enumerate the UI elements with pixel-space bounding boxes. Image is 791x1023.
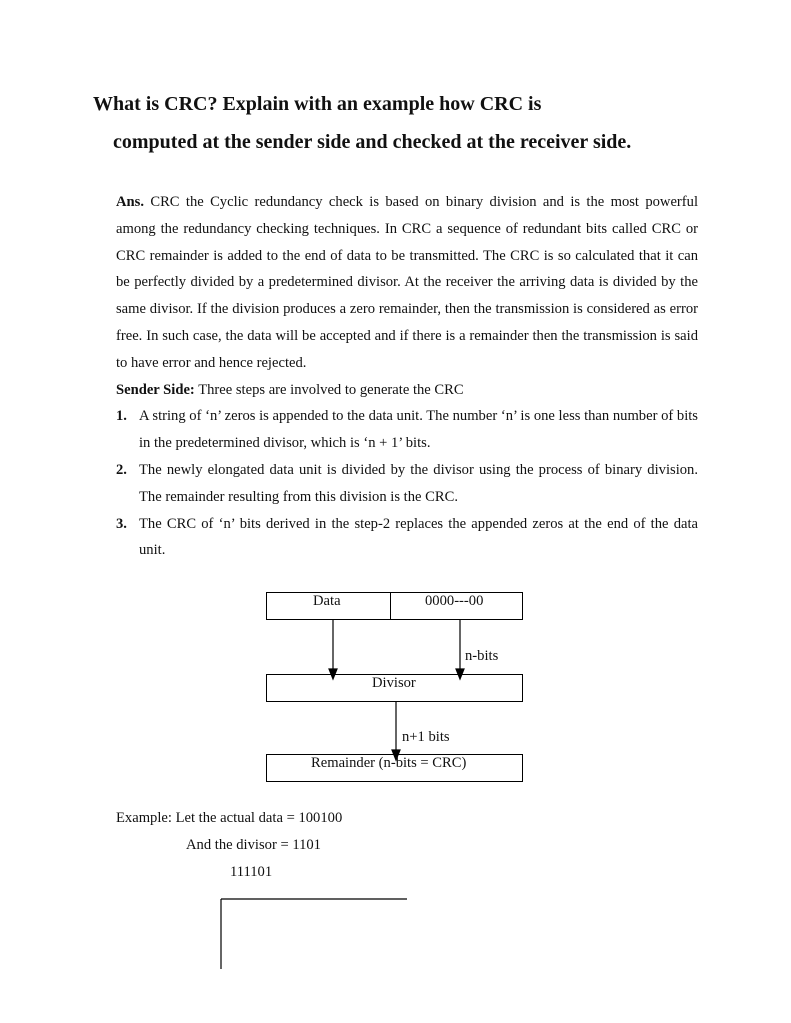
sender-side-intro: Three steps are involved to generate the CRC [198,381,464,398]
zeros-cell-label: 0000---00 [425,593,484,609]
data-cell-label: Data [313,593,341,609]
step-number: 1. [116,408,127,425]
n-bits-label: n-bits [465,648,499,664]
step-text: The newly elongated data unit is divided by the divisor using the process of binary division. The remainder resulting from this division is the CRC. [139,461,698,505]
example-line1: Example: Let the actual data = 100100 [116,810,343,826]
remainder-label: Remainder (n-bits = CRC) [311,755,467,771]
step-number: 2. [116,461,127,478]
sender-side-heading: Sender Side: [116,381,195,398]
division-quotient: 111101 [230,864,273,880]
step-text: The CRC of ‘n’ bits derived in the step-2 replaces the appended zeros at the end of the data unit. [139,515,698,559]
step-text: A string of ‘n’ zeros is appended to the data unit. The number ‘n’ is one less than number of bits in the predetermined divisor, which is ‘n + 1’ bits. [139,408,698,452]
question-title-line2: computed at the sender side and checked at the receiver side. [113,131,632,153]
answer-label: Ans. [116,194,144,210]
step-number: 3. [116,515,127,532]
divisor-label: Divisor [372,675,416,691]
answer-text: CRC the Cyclic redundancy check is based on binary division and is the most powerful among the redundancy checking techniques. In CRC a sequence of redundant bits called CRC or CRC remainder is added to the end of data to be transmitted. The CRC is so calculated that it can be perfectly divided by a predetermined divisor. At the receiver the arriving data is divided by the same divisor. If the division produces a zero remainder, then the transmission is considered as error free. In such case, the data will be accepted and if there is a remainder then the transmission is said to have error and hence rejected. [116,194,698,371]
example-line2: And the divisor = 1101 [186,837,321,853]
question-title-line1: What is CRC? Explain with an example how CRC is [93,93,542,115]
n-plus-1-bits-label: n+1 bits [402,729,450,745]
